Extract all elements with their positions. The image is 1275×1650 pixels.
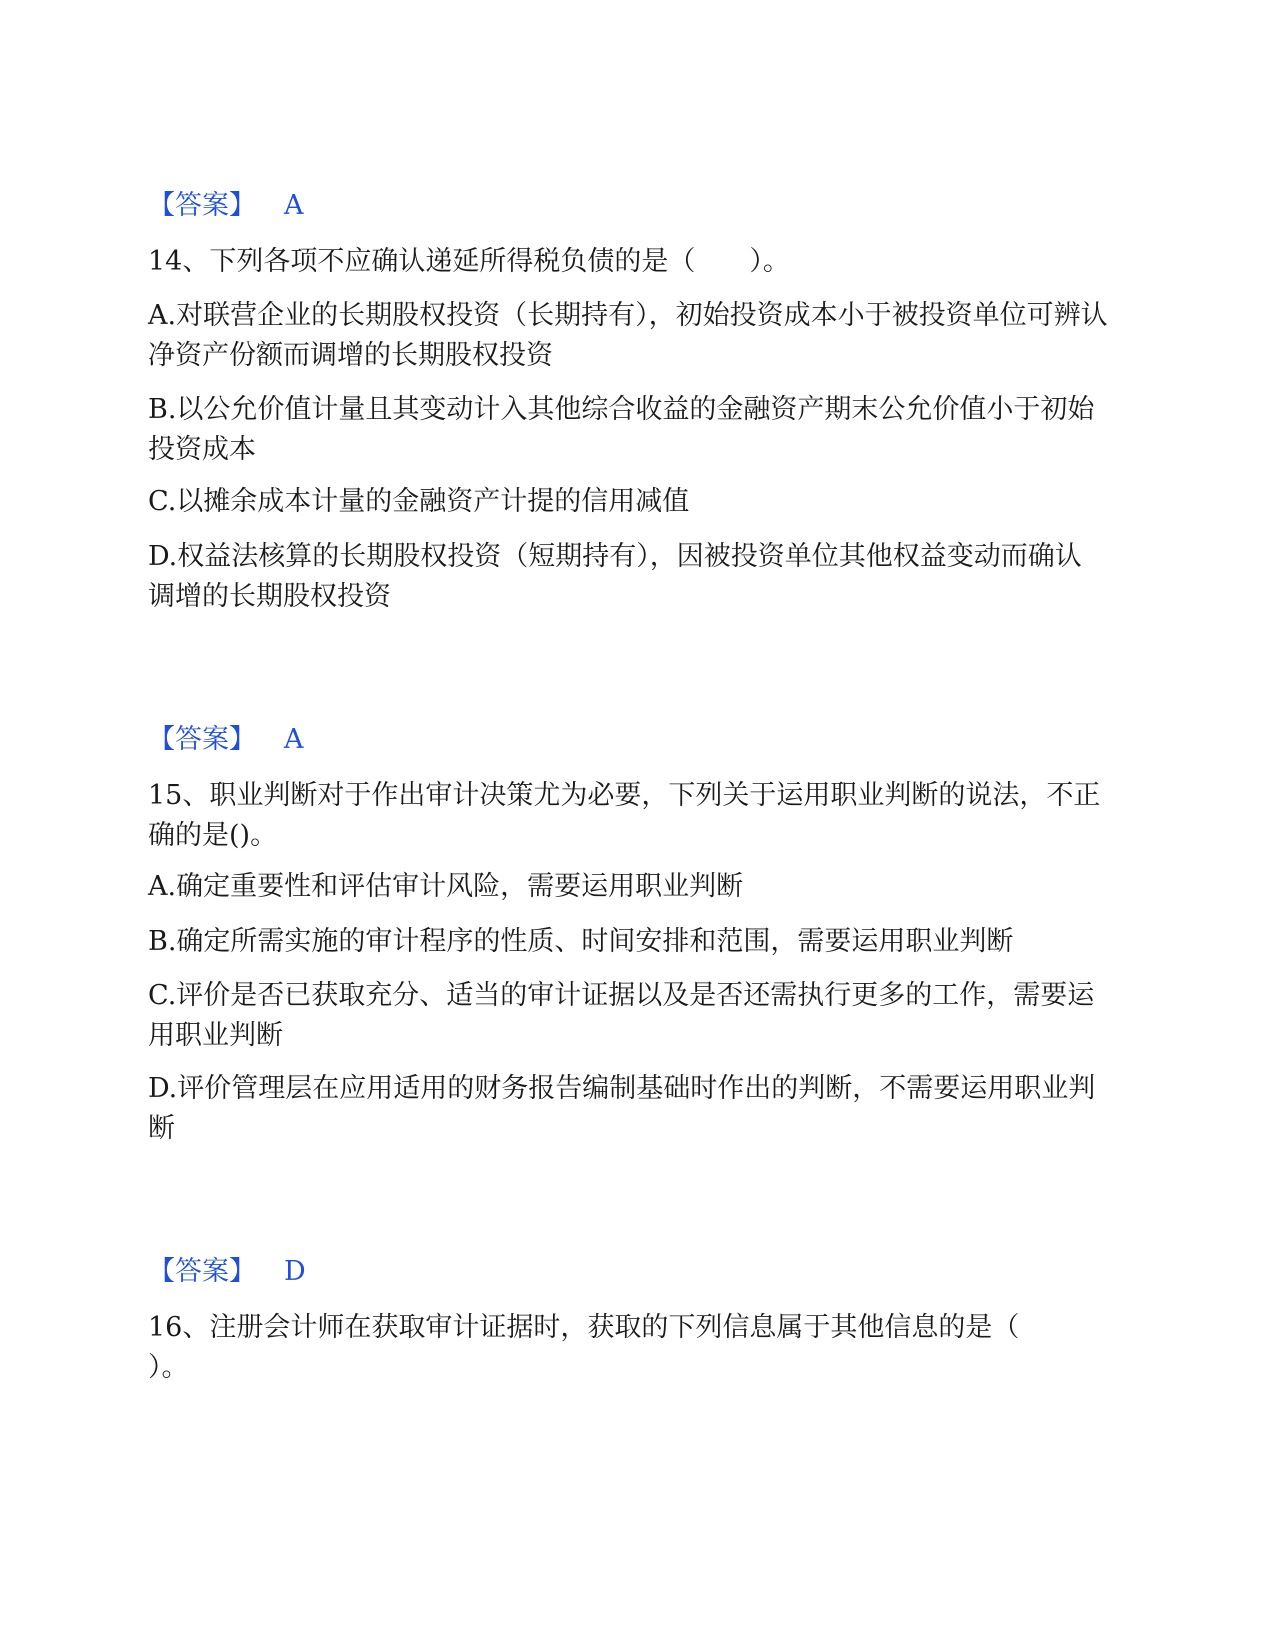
question-15-option-c: C.评价是否已获取充分、适当的审计证据以及是否还需执行更多的工作，需要运用职业判断 bbox=[148, 980, 1095, 1051]
answer-line-15 bbox=[148, 1252, 306, 1292]
answer-value: A bbox=[284, 724, 304, 755]
question-15-option-d: D.评价管理层在应用适用的财务报告编制基础时作出的判断，不需要运用职业判断 bbox=[148, 1073, 1096, 1144]
question-15-option-b: B.确定所需实施的审计程序的性质、时间安排和范围，需要运用职业判断 bbox=[148, 926, 1014, 957]
answer-label: 【答案】 bbox=[148, 190, 256, 221]
question-14-stem: 14、下列各项不应确认递延所得税负债的是（ ）。 bbox=[148, 246, 790, 277]
question-14-option-d: D.权益法核算的长期股权投资（短期持有），因被投资单位其他权益变动而确认调增的长期股权投资 bbox=[148, 541, 1082, 612]
answer-line-14 bbox=[148, 720, 304, 760]
answer-line-13 bbox=[148, 186, 304, 226]
question-15-stem: 15、职业判断对于作出审计决策尤为必要，下列关于运用职业判断的说法，不正确的是()。 bbox=[148, 780, 1101, 851]
answer-label: 【答案】 bbox=[148, 724, 256, 755]
answer-value: A bbox=[284, 190, 304, 221]
answer-value: D bbox=[284, 1256, 306, 1287]
question-14-option-a: A.对联营企业的长期股权投资（长期持有），初始投资成本小于被投资单位可辨认净资产份额而调增的长期股权投资 bbox=[148, 300, 1108, 371]
question-14-option-c: C.以摊余成本计量的金融资产计提的信用减值 bbox=[148, 486, 690, 517]
question-16-stem: 16、注册会计师在获取审计证据时，获取的下列信息属于其他信息的是（ ）。 bbox=[148, 1312, 1074, 1383]
answer-label: 【答案】 bbox=[148, 1256, 256, 1287]
question-14-option-b: B.以公允价值计量且其变动计入其他综合收益的金融资产期末公允价值小于初始投资成本 bbox=[148, 394, 1095, 465]
question-15-option-a: A.确定重要性和评估审计风险，需要运用职业判断 bbox=[148, 871, 744, 902]
